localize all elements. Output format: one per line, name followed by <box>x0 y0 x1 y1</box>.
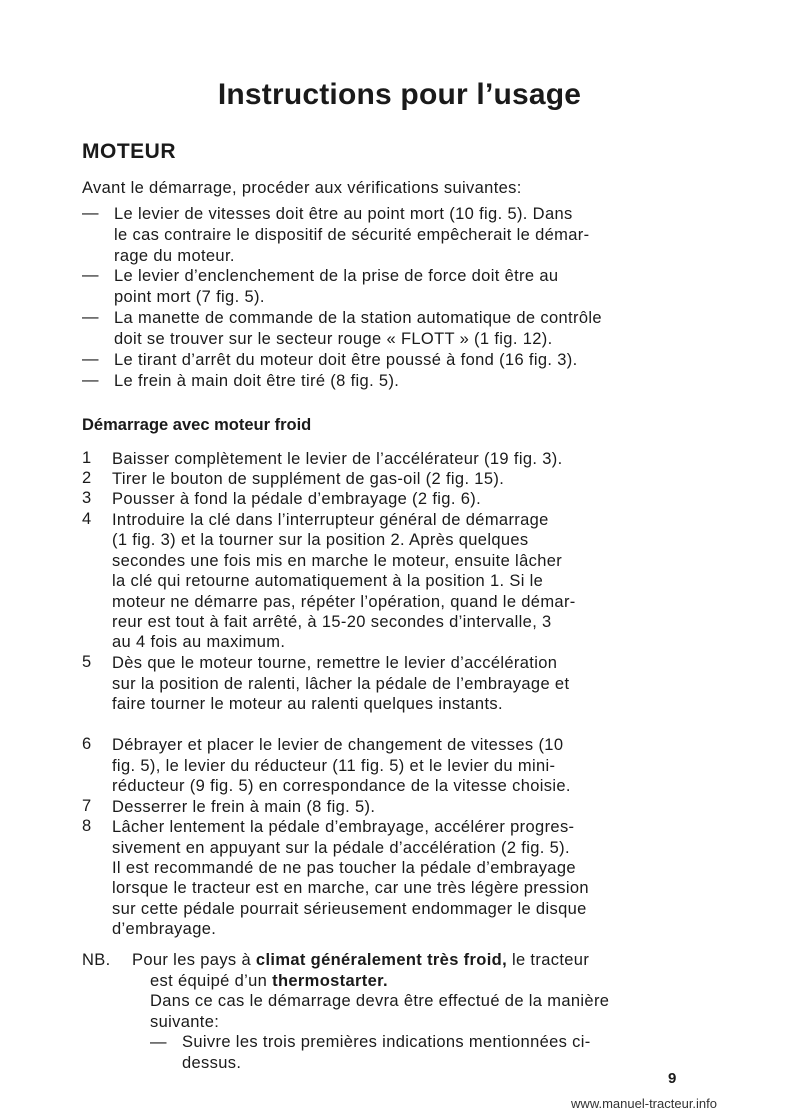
step-number: 2 <box>82 469 92 487</box>
intro-text: Avant le démarrage, procéder aux vérifications suivantes: <box>82 179 522 197</box>
step-6-line-3: réducteur (9 fig. 5) en correspondance de la vitesse choisie. <box>112 777 571 795</box>
footer-url: www.manuel-tracteur.info <box>571 1096 717 1111</box>
check-3-line-1: La manette de commande de la station automatique de contrôle <box>114 309 602 327</box>
dash-bullet: — <box>150 1033 167 1051</box>
step-4-line-3: secondes une fois mis en marche le moteur, ensuite lâcher <box>112 552 563 570</box>
step-4-line-1: Introduire la clé dans l’interrupteur général de démarrage <box>112 511 549 529</box>
step-4-line-4: la clé qui retourne automatiquement à la position 1. Si le <box>112 572 544 590</box>
check-1-line-2: le cas contraire le dispositif de sécurité empêcherait le démar- <box>114 226 590 244</box>
step-number: 8 <box>82 817 92 835</box>
step-8-line-3: Il est recommandé de ne pas toucher la pédale d’embrayage <box>112 859 576 877</box>
step-4-line-6: reur est tout à fait arrêté, à 15-20 secondes d’intervalle, 3 <box>112 613 552 631</box>
page-title: Instructions pour l’usage <box>217 78 582 111</box>
step-8-line-2: sivement en appuyant sur la pédale d’accélération (2 fig. 5). <box>112 839 570 857</box>
step-8-line-1: Lâcher lentement la pédale d’embrayage, accélérer progres- <box>112 818 575 836</box>
step-4-line-5: moteur ne démarre pas, répéter l’opération, quand le démar- <box>112 593 576 611</box>
step-8-line-4: lorsque le tracteur est en marche, car une très légère pression <box>112 879 589 897</box>
nb-label: NB. <box>82 951 111 969</box>
dash-bullet: — <box>82 350 99 368</box>
nb-line-4: suivante: <box>150 1013 220 1031</box>
nb-line-2: est équipé d’un thermostarter. <box>150 972 388 990</box>
dash-bullet: — <box>82 204 99 222</box>
step-2-line-1: Tirer le bouton de supplément de gas-oil (2 fig. 15). <box>112 470 505 488</box>
nb-line-1: Pour les pays à climat généralement très froid, le tracteur <box>132 951 590 969</box>
check-4-line-1: Le tirant d’arrêt du moteur doit être poussé à fond (16 fig. 3). <box>114 351 578 369</box>
step-6-line-1: Débrayer et placer le levier de changement de vitesses (10 <box>112 736 564 754</box>
nb-line-3: Dans ce cas le démarrage devra être effectué de la manière <box>150 992 610 1010</box>
step-number: 6 <box>82 735 92 753</box>
dash-bullet: — <box>82 308 99 326</box>
section-heading: MOTEUR <box>82 140 176 163</box>
dash-bullet: — <box>82 371 99 389</box>
subheading-cold-start: Démarrage avec moteur froid <box>82 416 312 434</box>
step-6-line-2: fig. 5), le levier du réducteur (11 fig. 5) et le levier du mini- <box>112 757 556 775</box>
step-number: 3 <box>82 489 92 507</box>
check-1-line-3: rage du moteur. <box>114 247 235 265</box>
nb-line-6: dessus. <box>182 1054 242 1072</box>
nb-line-5: Suivre les trois premières indications mentionnées ci- <box>182 1033 591 1051</box>
check-2-line-1: Le levier d’enclenchement de la prise de force doit être au <box>114 267 559 285</box>
step-7-line-1: Desserrer le frein à main (8 fig. 5). <box>112 798 376 816</box>
check-3-line-2: doit se trouver sur le secteur rouge « FLOTT » (1 fig. 12). <box>114 330 553 348</box>
step-number: 5 <box>82 653 92 671</box>
step-4-line-7: au 4 fois au maximum. <box>112 633 286 651</box>
page-number: 9 <box>668 1070 677 1087</box>
step-5-line-3: faire tourner le moteur au ralenti quelques instants. <box>112 695 503 713</box>
step-number: 1 <box>82 449 92 467</box>
step-1-line-1: Baisser complètement le levier de l’accélérateur (19 fig. 3). <box>112 450 563 468</box>
check-1-line-1: Le levier de vitesses doit être au point mort (10 fig. 5). Dans <box>114 205 573 223</box>
check-2-line-2: point mort (7 fig. 5). <box>114 288 265 306</box>
dash-bullet: — <box>82 266 99 284</box>
step-5-line-1: Dès que le moteur tourne, remettre le levier d’accélération <box>112 654 558 672</box>
step-8-line-5: sur cette pédale pourrait sérieusement endommager le disque <box>112 900 587 918</box>
step-8-line-6: d’embrayage. <box>112 920 217 938</box>
step-5-line-2: sur la position de ralenti, lâcher la pédale de l’embrayage et <box>112 675 570 693</box>
check-5-line-1: Le frein à main doit être tiré (8 fig. 5). <box>114 372 400 390</box>
step-number: 7 <box>82 797 92 815</box>
step-4-line-2: (1 fig. 3) et la tourner sur la position 2. Après quelques <box>112 531 529 549</box>
step-3-line-1: Pousser à fond la pédale d’embrayage (2 fig. 6). <box>112 490 482 508</box>
step-number: 4 <box>82 510 92 528</box>
